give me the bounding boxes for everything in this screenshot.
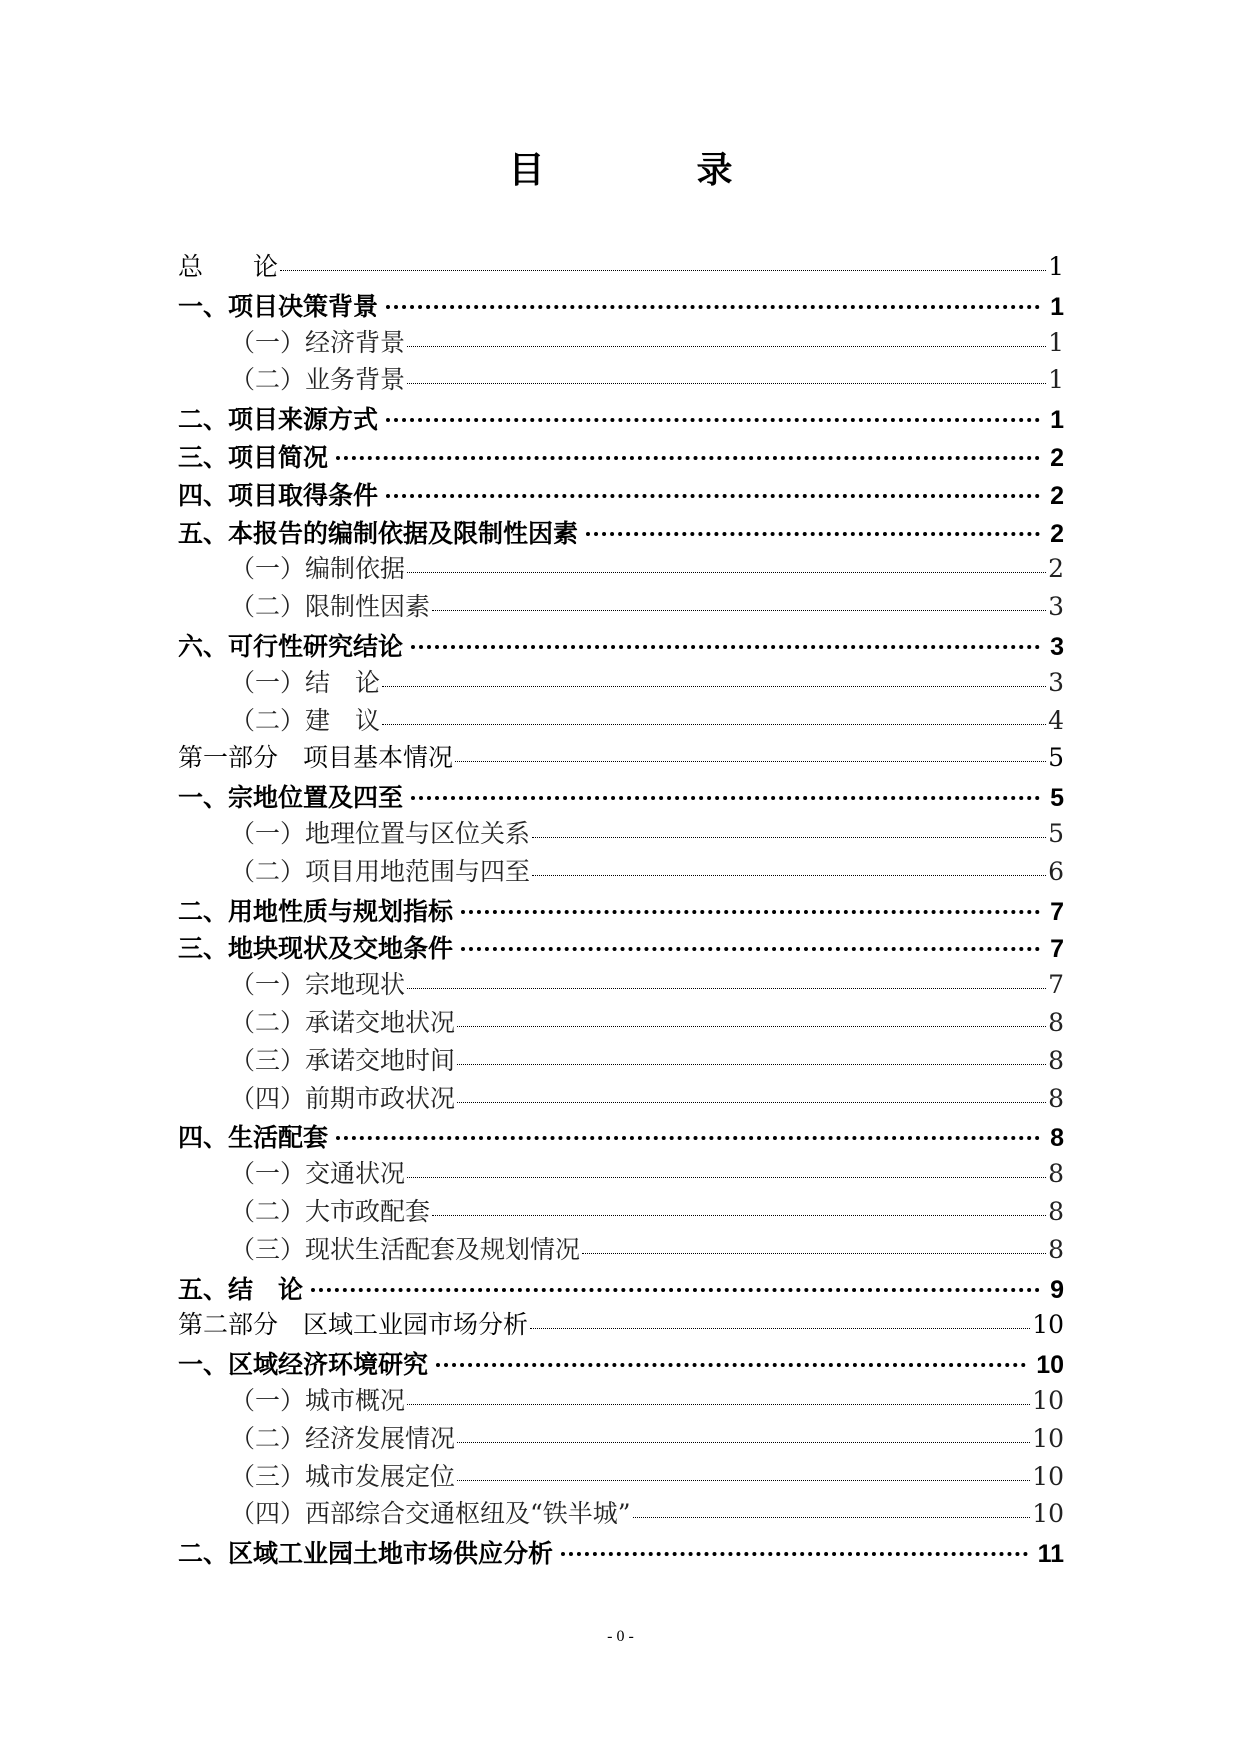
toc-entry-page: 10 <box>1032 1499 1064 1529</box>
toc-entry-label: 六、可行性研究结论 <box>178 631 404 661</box>
toc-entry-page: 7 <box>1050 897 1064 926</box>
toc-entry-label: 三、项目简况 <box>178 442 329 472</box>
toc-entry-page: 10 <box>1036 1351 1064 1380</box>
toc-dot-leader <box>457 1077 1046 1103</box>
toc-entry-page: 7 <box>1048 970 1064 1000</box>
toc-entry[interactable] <box>178 1155 1064 1193</box>
toc-dot-leader <box>461 885 1040 914</box>
toc-entry-page: 1 <box>1050 406 1064 435</box>
toc-entry-page: 2 <box>1050 519 1064 548</box>
toc-entry-label: 三、地块现状及交地条件 <box>178 934 454 964</box>
toc-entry[interactable] <box>178 1344 1064 1382</box>
toc-entry[interactable] <box>178 324 1064 362</box>
toc-entry-page: 10 <box>1032 1461 1064 1491</box>
toc-entry-label: 总 论 <box>178 252 279 281</box>
toc-entry-label: （一）地理位置与区位关系 <box>230 818 531 848</box>
toc-entry-page: 8 <box>1048 1045 1064 1075</box>
toc-entry[interactable] <box>178 702 1064 740</box>
toc-dot-leader <box>457 1417 1030 1443</box>
toc-entry[interactable] <box>178 286 1064 324</box>
toc-entry-page: 1 <box>1048 365 1064 395</box>
toc-dot-leader <box>407 358 1046 384</box>
toc-entry-label: （一）交通状况 <box>230 1159 406 1189</box>
table-of-contents <box>178 248 1064 1571</box>
toc-dot-leader <box>457 1001 1046 1027</box>
toc-entry-label: （二）业务背景 <box>230 365 406 395</box>
toc-entry[interactable] <box>178 626 1064 664</box>
toc-entry-page: 7 <box>1050 935 1064 964</box>
toc-entry-label: 一、项目决策背景 <box>178 291 379 321</box>
toc-dot-leader <box>386 280 1040 309</box>
toc-entry-label: （三）现状生活配套及规划情况 <box>230 1234 581 1264</box>
toc-entry-label: （二）承诺交地状况 <box>230 1007 456 1037</box>
toc-dot-leader <box>532 850 1046 876</box>
toc-entry-label: 四、项目取得条件 <box>178 480 379 510</box>
toc-entry-label: 一、宗地位置及四至 <box>178 783 404 813</box>
toc-entry-page: 2 <box>1050 481 1064 510</box>
toc-entry[interactable] <box>178 1533 1064 1571</box>
toc-entry-label: （二）建 议 <box>230 705 381 735</box>
toc-entry-page: 3 <box>1048 592 1064 622</box>
toc-dot-leader <box>461 922 1040 951</box>
toc-entry-page: 5 <box>1050 784 1064 813</box>
toc-entry-page: 1 <box>1048 327 1064 357</box>
toc-entry-page: 11 <box>1037 1540 1064 1569</box>
toc-dot-leader <box>382 699 1046 725</box>
toc-dot-leader <box>633 1492 1031 1518</box>
toc-dot-leader <box>407 321 1046 347</box>
toc-entry-page: 3 <box>1048 667 1064 697</box>
toc-dot-leader <box>407 547 1046 573</box>
toc-dot-leader <box>411 771 1040 800</box>
toc-entry-page: 10 <box>1032 1310 1064 1340</box>
toc-entry[interactable] <box>178 1004 1064 1042</box>
toc-entry-page: 8 <box>1048 1083 1064 1113</box>
toc-dot-leader <box>455 736 1046 762</box>
toc-entry-label: （三）承诺交地时间 <box>230 1045 456 1075</box>
toc-entry[interactable] <box>178 1193 1064 1231</box>
toc-entry-label: 五、结 论 <box>178 1274 304 1304</box>
toc-entry-label: 二、区域工业园土地市场供应分析 <box>178 1539 554 1569</box>
toc-entry[interactable] <box>178 1458 1064 1496</box>
toc-entry-page: 9 <box>1050 1275 1064 1304</box>
toc-entry[interactable] <box>178 1269 1064 1307</box>
toc-entry[interactable] <box>178 664 1064 702</box>
toc-entry-page: 6 <box>1048 856 1064 886</box>
toc-entry[interactable] <box>178 513 1064 551</box>
toc-entry-page: 5 <box>1048 743 1064 773</box>
toc-dot-leader <box>532 812 1046 838</box>
toc-entry-label: （四）前期市政状况 <box>230 1083 456 1113</box>
toc-entry-page: 8 <box>1048 1007 1064 1037</box>
page-title: 目 录 <box>508 149 791 191</box>
toc-entry-label: 第一部分 项目基本情况 <box>178 743 454 773</box>
page-number: - 0 - <box>607 1628 634 1645</box>
toc-entry-label: （二）项目用地范围与四至 <box>230 856 531 886</box>
toc-entry-page: 1 <box>1048 252 1064 281</box>
toc-entry-page: 3 <box>1050 632 1064 661</box>
toc-entry-page: 4 <box>1048 705 1064 735</box>
toc-dot-leader <box>336 431 1040 460</box>
toc-entry-label: （一）结 论 <box>230 667 381 697</box>
toc-entry-label: 第二部分 区域工业园市场分析 <box>178 1310 529 1340</box>
toc-dot-leader <box>280 245 1046 271</box>
toc-dot-leader <box>432 1190 1046 1216</box>
toc-entry-label: （二）大市政配套 <box>230 1196 431 1226</box>
toc-dot-leader <box>530 1303 1030 1329</box>
toc-dot-leader <box>382 661 1046 687</box>
toc-entry-page: 8 <box>1050 1124 1064 1153</box>
toc-entry-page: 8 <box>1048 1234 1064 1264</box>
toc-entry-page: 2 <box>1050 443 1064 472</box>
toc-dot-leader <box>311 1263 1040 1292</box>
toc-entry-label: 二、项目来源方式 <box>178 405 379 435</box>
toc-entry-label: （一）编制依据 <box>230 554 406 584</box>
toc-dot-leader <box>407 1379 1030 1405</box>
toc-entry-label: （一）宗地现状 <box>230 970 406 1000</box>
toc-dot-leader <box>336 1111 1040 1140</box>
toc-dot-leader <box>411 620 1040 649</box>
toc-dot-leader <box>586 507 1040 536</box>
toc-dot-leader <box>407 1152 1046 1178</box>
toc-dot-leader <box>432 585 1046 611</box>
toc-entry-label: 五、本报告的编制依据及限制性因素 <box>178 518 579 548</box>
toc-entry-page: 8 <box>1048 1159 1064 1189</box>
toc-entry-page: 2 <box>1048 554 1064 584</box>
toc-entry-label: 四、生活配套 <box>178 1123 329 1153</box>
toc-entry-page: 8 <box>1048 1196 1064 1226</box>
toc-entry-label: （四）西部综合交通枢纽及“铁半城” <box>230 1499 631 1529</box>
toc-dot-leader <box>561 1527 1028 1556</box>
toc-dot-leader <box>457 1455 1030 1481</box>
toc-entry-label: （一）经济背景 <box>230 327 406 357</box>
toc-dot-leader <box>436 1338 1026 1367</box>
toc-entry[interactable] <box>178 1042 1064 1080</box>
toc-entry[interactable] <box>178 928 1064 966</box>
toc-dot-leader <box>582 1228 1046 1254</box>
toc-entry-label: 二、用地性质与规划指标 <box>178 896 454 926</box>
toc-dot-leader <box>457 1039 1046 1065</box>
toc-entry[interactable] <box>178 815 1064 853</box>
toc-entry[interactable] <box>178 550 1064 588</box>
toc-entry[interactable] <box>178 1420 1064 1458</box>
toc-entry-page: 5 <box>1048 818 1064 848</box>
toc-dot-leader <box>407 963 1046 989</box>
toc-dot-leader <box>386 393 1040 422</box>
toc-entry-label: （二）限制性因素 <box>230 592 431 622</box>
toc-entry[interactable] <box>178 777 1064 815</box>
toc-entry-page: 1 <box>1050 292 1064 321</box>
toc-entry[interactable] <box>178 1117 1064 1155</box>
toc-entry-label: （三）城市发展定位 <box>230 1461 456 1491</box>
toc-entry-page: 10 <box>1032 1385 1064 1415</box>
toc-entry-label: （一）城市概况 <box>230 1385 406 1415</box>
toc-entry-page: 10 <box>1032 1423 1064 1453</box>
toc-dot-leader <box>386 469 1040 498</box>
toc-entry[interactable] <box>178 1382 1064 1420</box>
toc-entry[interactable] <box>178 966 1064 1004</box>
toc-entry-label: （二）经济发展情况 <box>230 1423 456 1453</box>
toc-entry-label: 一、区域经济环境研究 <box>178 1350 429 1380</box>
